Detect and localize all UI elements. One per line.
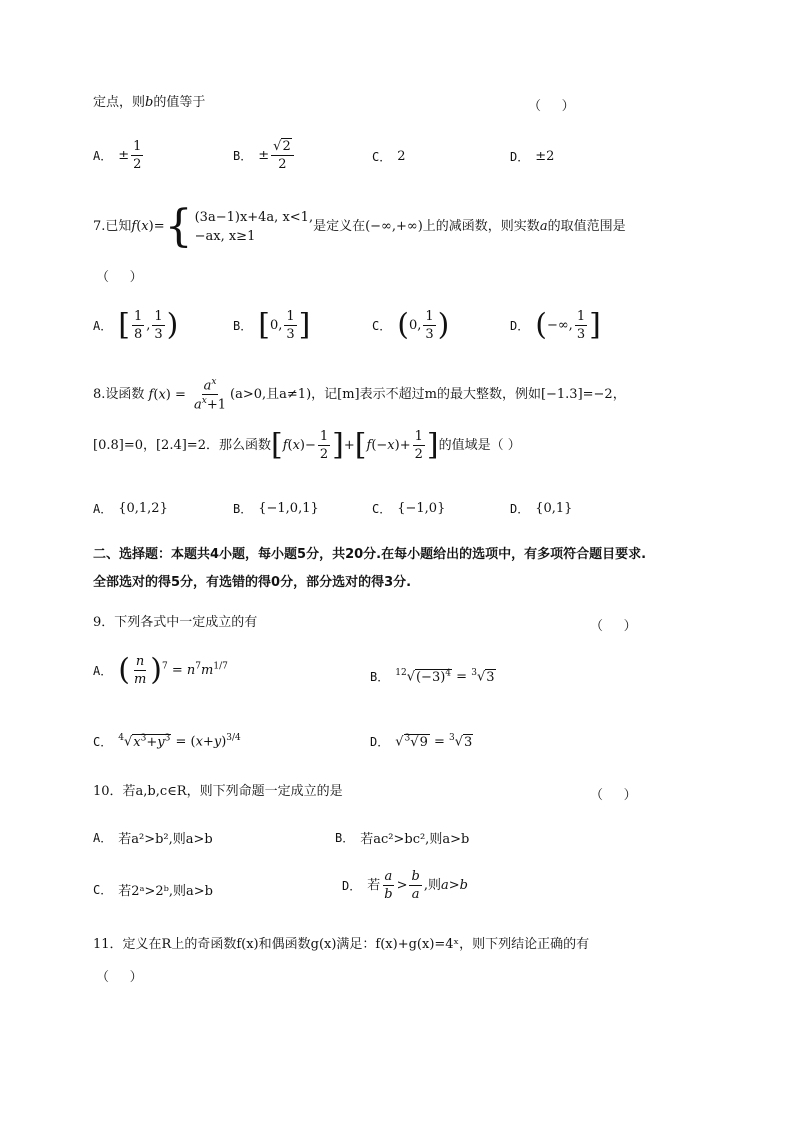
q10-option-d-content: 若 $\frac{a}{b}$ > $\frac{b}{a}$ ,则a>b [367,869,468,902]
q7-option-c-content: (0, $\frac{1}{3}$ ) [397,307,450,343]
q9-option-c[interactable] [93,733,241,750]
q7-stem [93,201,626,252]
q10-answer-paren: （ ） [590,788,637,803]
q9-option-a-content: ( $\frac{n}{m}$ )$^7 = n^7m^{1/7}$ [118,652,228,688]
q7-suffix: 的取值范围是 [547,219,626,235]
q9-option-c-content: $^4√x^3+y^3 = (x+y)^{3/4}$ [118,733,241,750]
q8-mid: ，记[m]表示不超过m的最大整数，例如[−1.3]=−2， [311,387,626,403]
q7-var: a [539,219,548,235]
q8-line2-b: 的值域是（ ） [438,437,521,453]
q9-option-b-label: B． [370,670,390,684]
q8-option-d-label: D． [510,502,530,516]
q6-option-c[interactable] [372,148,406,165]
q10-option-a-content: 若a²>b²,则a>b [118,832,213,847]
q10-option-c-label: C． [93,883,113,897]
q10-option-b[interactable] [335,828,469,847]
q8-cond: (a>0,且a≠1) [230,387,312,403]
q7-middle: 是定义在(−∞,+∞)上的减函数，则实数 [313,219,540,235]
q8-option-d-content: {0,1} [535,501,573,516]
q9-option-d-content: √$^3$√9 = $^3$√3 [395,733,473,750]
q7-option-d-content: (−∞, $\frac{1}{3}$ ] [535,307,601,343]
q6-option-d[interactable] [510,148,554,165]
q6-option-d-label: D． [510,150,530,164]
q6-option-d-content: ±2 [535,149,555,164]
q7-option-a[interactable] [93,307,179,343]
q8-expression: [f(x)− $\frac{1}{2}$ ]+[f(−x)+ $\frac{1}{2}$ ] [270,427,439,463]
q8-prefix: 8.设函数 [93,387,145,403]
q9-option-a-label: A． [93,664,113,678]
q7-option-a-label: A． [93,319,113,333]
q10-option-c[interactable] [93,880,213,899]
q7-option-b-label: B． [233,319,253,333]
q7-answer-paren: （ ） [96,270,143,285]
q7-option-b-content: [0, $\frac{1}{3}$ ] [258,307,311,343]
section-2-heading-line1: 二、选择题：本题共4小题，每小题5分，共20分.在每小题给出的选项中，有多项符合题目要求. [93,547,647,562]
q10-option-d-label: D． [342,879,362,893]
q8-stem-line2 [93,427,521,463]
q10-stem: 10．若a,b,c∈R，则下列命题一定成立的是 [93,784,343,799]
q9-option-d[interactable] [370,733,473,750]
q10-option-d[interactable] [342,870,468,901]
q10-option-b-label: B． [335,831,355,845]
q11-stem: 11．定义在R上的奇函数f(x)和偶函数g(x)满足：f(x)+g(x)=4ˣ，则下列结论正确的有 [93,937,590,952]
q7-func: f(x)= [131,219,165,235]
q7-option-b[interactable] [233,307,311,343]
q10-option-c-content: 若2ᵃ>2ᵇ,则a>b [118,884,213,899]
q8-option-b[interactable] [233,500,319,517]
q6-answer-paren: （ ） [528,99,575,114]
q6-option-b[interactable] [233,140,296,171]
q8-line2-a: [0.8]=0，[2.4]=2．那么函数 [93,437,271,453]
q8-option-a[interactable] [93,500,168,517]
q9-option-b[interactable] [370,668,496,685]
q9-answer-paren: （ ） [590,619,637,634]
q7-case-1: (3a−1)x+4a, x<1, [194,209,314,225]
q7-case-2: −ax, x≥1 [194,229,256,244]
q6-option-b-label: B． [233,149,253,163]
q10-option-a[interactable] [93,828,213,847]
q11-answer-paren: （ ） [96,970,143,985]
q9-option-d-label: D． [370,735,390,749]
q8-option-b-label: B． [233,502,253,516]
q7-piecewise: { (3a−1)x+4a, x<1, −ax, x≥1 [164,201,314,252]
q8-option-b-content: {−1,0,1} [258,501,319,516]
q8-stem-line1 [93,378,626,412]
q7-option-a-content: [ $\frac{1}{8}$ , $\frac{1}{3}$ ) [118,307,179,343]
q6-option-a-content: ± $\frac{1}{2}$ [118,139,142,172]
q8-func: f(x) = $\frac{a^x}{a^x+1}$ [148,377,227,413]
q9-stem: 9．下列各式中一定成立的有 [93,615,258,630]
q8-option-c-content: {−1,0} [397,501,446,516]
q6-stem-after: 的值等于 [153,95,206,110]
q7-option-c[interactable] [372,307,450,343]
q7-prefix: 7.已知 [93,219,132,235]
q7-option-d[interactable] [510,307,601,343]
q7-option-d-label: D． [510,319,530,333]
q6-stem-text: 定点，则 [93,95,146,110]
q6-option-a[interactable] [93,140,145,171]
q6-option-b-content: ± $\frac{√2}{2}$ [258,140,295,171]
q7-option-c-label: C． [372,319,392,333]
q8-option-c[interactable] [372,500,445,517]
q6-var: b [145,95,154,110]
q9-option-c-label: C． [93,735,113,749]
q10-option-b-content: 若ac²>bc²,则a>b [360,832,470,847]
q8-option-d[interactable] [510,500,572,517]
q6-option-c-content: 2 [397,149,406,164]
q9-option-a[interactable] [93,652,228,688]
q8-option-a-label: A． [93,502,113,516]
q8-option-a-content: {0,1,2} [118,501,168,516]
q6-option-c-label: C． [372,150,392,164]
section-2-heading-line2: 全部选对的得5分，有选错的得0分，部分选对的得3分. [93,575,412,590]
q6-option-a-label: A． [93,149,113,163]
q6-stem [93,95,205,111]
q9-option-b-content: $^{12}√(-3)^4 = ^3√3$ [395,668,495,685]
q10-option-a-label: A． [93,831,113,845]
q8-option-c-label: C． [372,502,392,516]
